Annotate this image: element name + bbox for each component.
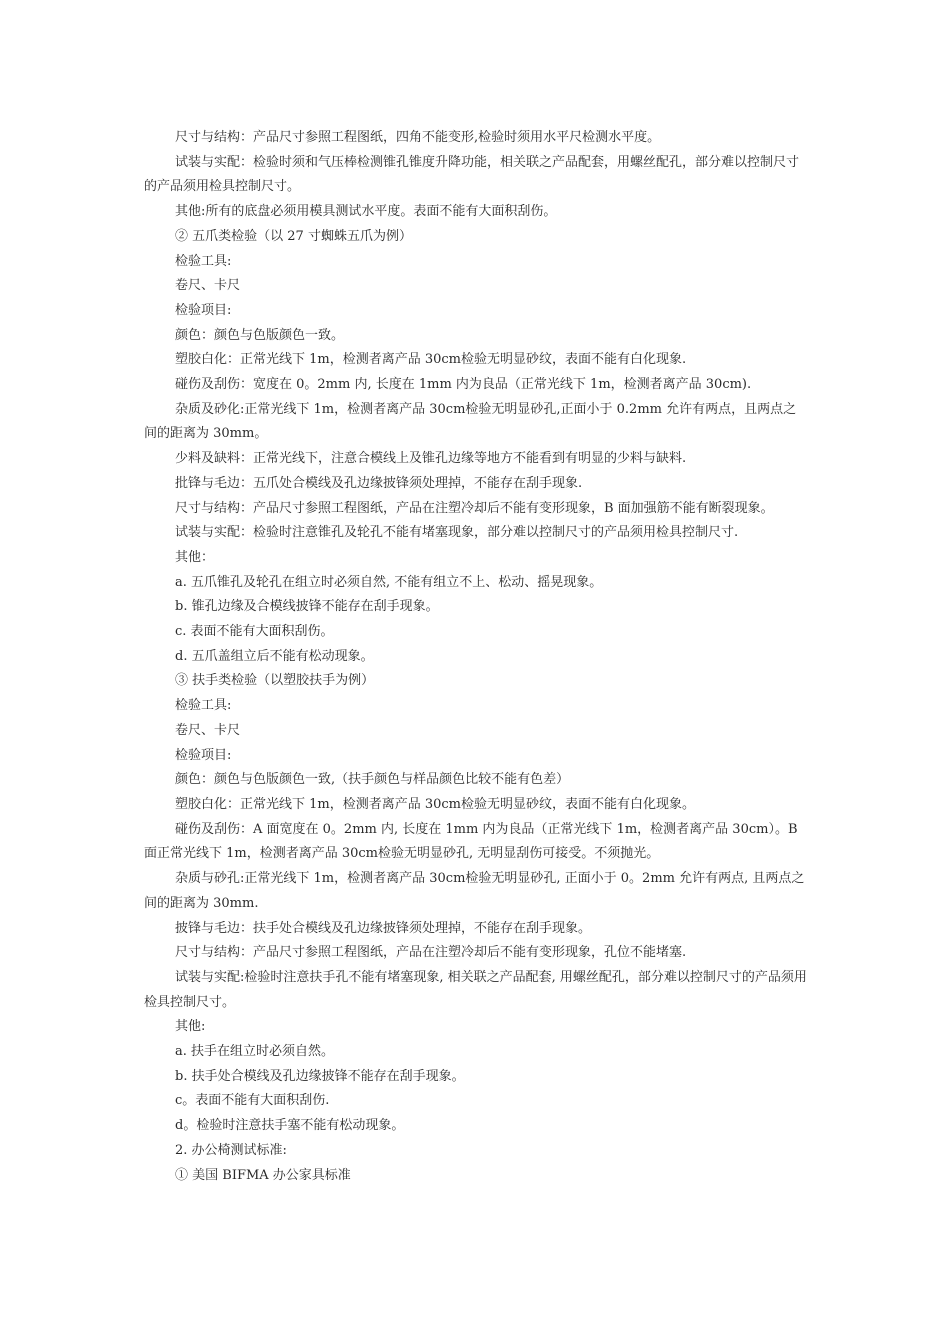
paragraph: 其他:所有的底盘必须用模具测试水平度。表面不能有大面积刮伤。 (175, 204, 557, 220)
paragraph: 尺寸与结构：产品尺寸参照工程图纸，产品在注塑冷却后不能有变形现象，B 面加强筋不能有断裂现象。 (175, 500, 774, 516)
paragraph: 其他： (175, 549, 215, 565)
paragraph: 颜色：颜色与色版颜色一致,（扶手颜色与样品颜色比较不能有色差） (175, 772, 570, 788)
paragraph: 其他: (175, 1019, 206, 1035)
paragraph: 塑胶白化：正常光线下 1m，检测者离产品 30cm检验无明显砂纹，表面不能有白化现象. (175, 352, 687, 368)
list-item: d。检验时注意扶手塞不能有松动现象。 (175, 1118, 405, 1134)
paragraph: 检验项目: (175, 747, 232, 763)
paragraph: 尺寸与结构：产品尺寸参照工程图纸，四角不能变形,检验时须用水平尺检测水平度。 (175, 130, 661, 145)
paragraph: 尺寸与结构：产品尺寸参照工程图纸，产品在注塑冷却后不能有变形现象，孔位不能堵塞. (175, 945, 687, 961)
paragraph: 碰伤及刮伤：宽度在 0。2mm 内, 长度在 1mm 内为良品（正常光线下 1m，检测者离产品 30cm). (175, 377, 752, 393)
list-item: d. 五爪盖组立后不能有松动现象。 (175, 648, 374, 664)
paragraph: 少料及缺料：正常光线下，注意合模线上及锥孔边缘等地方不能看到有明显的少料与缺料. (175, 451, 687, 467)
list-item: c. 表面不能有大面积刮伤。 (175, 624, 334, 640)
paragraph: 试装与实配：检验时注意锥孔及轮孔不能有堵塞现象，部分难以控制尺寸的产品须用检具控制尺寸. (175, 525, 739, 541)
paragraph: 塑胶白化：正常光线下 1m，检测者离产品 30cm检验无明显砂纹，表面不能有白化现象。 (175, 796, 696, 812)
paragraph: 卷尺、卡尺 (175, 278, 241, 294)
paragraph: 检验工具: (175, 253, 232, 269)
list-item: a. 扶手在组立时必须自然。 (175, 1044, 335, 1060)
paragraph: 碰伤及刮伤：A 面宽度在 0。2mm 内, 长度在 1mm 内为良品（正常光线下 1m，检测者离产品 30cm）。B 面正常光线下 1m，检测者离产品 30cm检验无明显砂孔, 无明显刮伤可接受。不须抛光。 (144, 821, 798, 862)
section-heading: 2. 办公椅测试标准: (175, 1142, 287, 1158)
paragraph: 批锋与毛边：五爪处合模线及孔边缘披锋须处理掉，不能存在刮手现象. (175, 475, 583, 491)
paragraph: 卷尺、卡尺 (175, 722, 241, 738)
paragraph: 颜色：颜色与色版颜色一致。 (175, 327, 345, 343)
list-item: b. 扶手处合模线及孔边缘披锋不能存在刮手现象。 (175, 1068, 465, 1084)
section-heading: ③ 扶手类检验（以塑胶扶手为例） (175, 673, 375, 689)
paragraph: 披锋与毛边：扶手处合模线及孔边缘披锋须处理掉，不能存在刮手现象。 (175, 920, 592, 936)
list-item: b. 锥孔边缘及合模线披锋不能存在刮手现象。 (175, 599, 439, 615)
paragraph: 杂质及砂化:正常光线下 1m，检测者离产品 30cm检验无明显砂孔,正面小于 0.2mm 允许有两点，且两点之间的距离为 30mm。 (144, 401, 797, 442)
document-body (144, 126, 808, 1188)
section-heading: ① 美国 BIFMA 办公家具标准 (175, 1167, 351, 1183)
paragraph: 杂质与砂孔:正常光线下 1m，检测者离产品 30cm检验无明显砂孔, 正面小于 0。2mm 允许有两点, 且两点之间的距离为 30mm. (144, 871, 805, 911)
section-heading: ② 五爪类检验（以 27 寸蜘蛛五爪为例） (175, 228, 412, 244)
paragraph: 试装与实配:检验时注意扶手孔不能有堵塞现象, 相关联之产品配套, 用螺丝配孔，部分难以控制尺寸的产品须用检具控制尺寸。 (144, 969, 807, 1010)
list-item: a. 五爪锥孔及轮孔在组立时必须自然, 不能有组立不上、松动、摇晃现象。 (175, 574, 603, 590)
paragraph: 试装与实配：检验时须和气压棒检测锥孔锥度升降功能，相关联之产品配套，用螺丝配孔，部分难以控制尺寸的产品须用检具控制尺寸。 (144, 154, 800, 195)
paragraph: 检验工具: (175, 698, 232, 714)
paragraph: 检验项目: (175, 302, 232, 318)
list-item: c。表面不能有大面积刮伤. (175, 1093, 330, 1109)
